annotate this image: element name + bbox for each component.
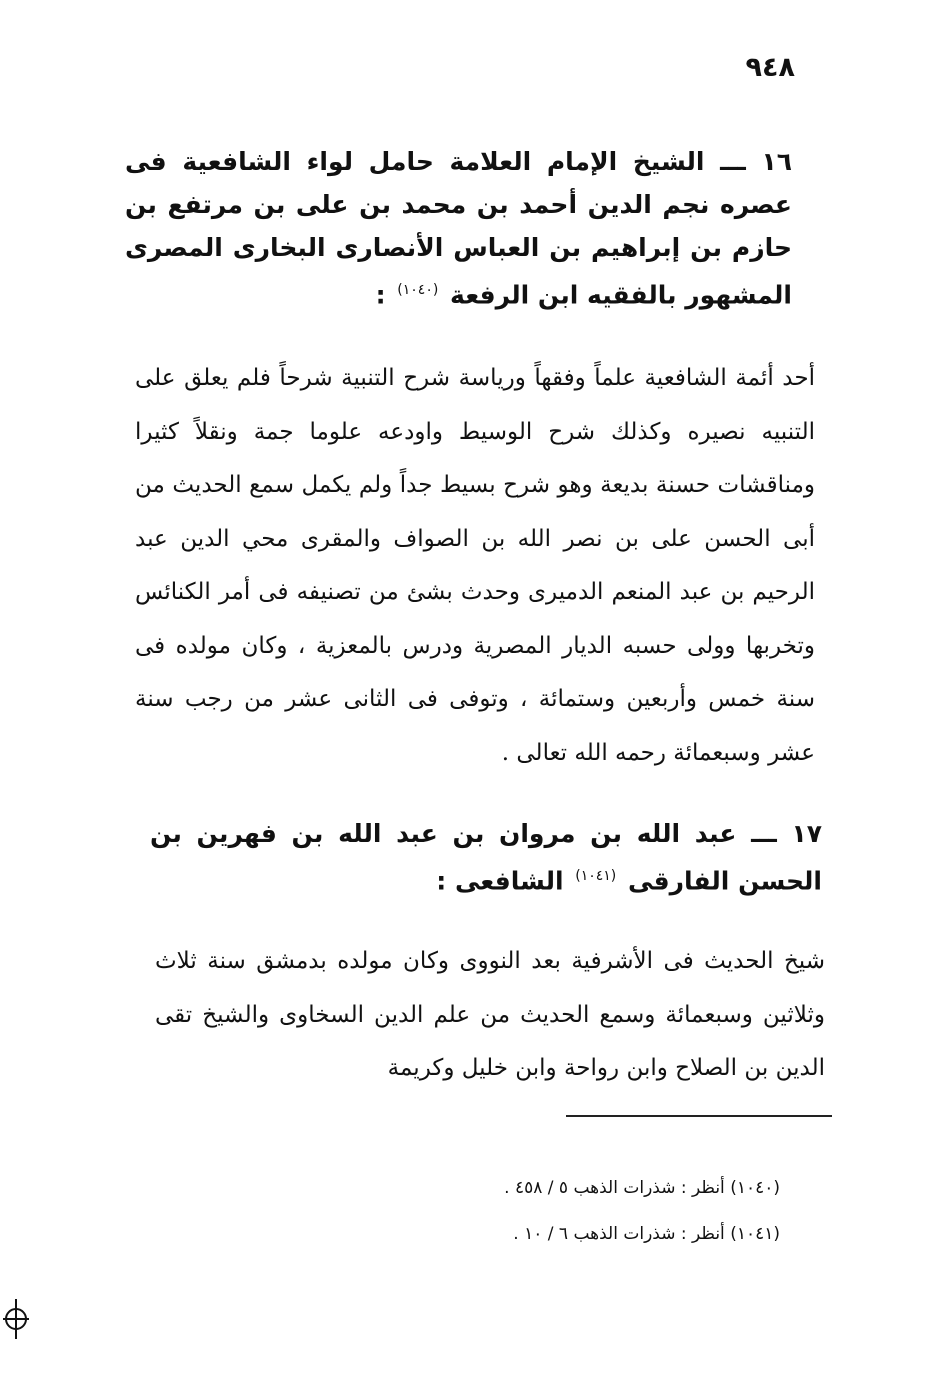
entry-17-heading-end: الشافعى :	[436, 866, 564, 896]
entry-16-heading-text: الشيخ الإمام العلامة حامل لواء الشافعية فى عصره نجم الدين أحمد بن محمد بن على بن مرتفع بن حازم بن إبراهيم بن العباس الأنصارى البخارى المصرى المشهور بالفقيه ابن الرفعة	[125, 147, 792, 310]
page-number: ٩٤٨	[745, 52, 795, 83]
entry-17-dash: ـــ	[751, 819, 777, 848]
entry-17-footnote-ref: (١٠٤١)	[575, 868, 617, 884]
footnote-1041-text: أنظر : شذرات الذهب ٦ / ١٠ .	[513, 1224, 725, 1244]
entry-16-dash: ـــ	[720, 147, 746, 176]
footnote-1041-ref: (١٠٤١)	[730, 1224, 780, 1244]
entry-16-number: ١٦	[761, 147, 792, 176]
footnote-1041	[380, 1222, 780, 1246]
footnote-1040-text: أنظر : شذرات الذهب ٥ / ٤٥٨ .	[504, 1178, 725, 1198]
entry-17-number: ١٧	[791, 819, 822, 848]
entry-16-heading	[125, 140, 792, 316]
entry-16-footnote-ref: (١٠٤٠)	[397, 282, 439, 298]
footnote-1040	[380, 1176, 780, 1200]
entry-16-heading-end: :	[375, 280, 386, 310]
entry-17-heading-text: عبد الله بن مروان بن عبد الله بن فهرين بن الحسن الفارقى	[150, 819, 822, 896]
entry-17-heading	[150, 812, 822, 902]
footnote-1040-ref: (١٠٤٠)	[730, 1178, 780, 1198]
footnote-divider	[566, 1115, 832, 1117]
entry-16-body: أحد أئمة الشافعية علماً وفقهاً ورياسة شرح التنبية شرحاً فلم يعلق على التنبيه نصيره وكذلك شرح الوسيط واودعه علوما جمة ونقلاً كثيرا ومناقشات حسنة بديعة وهو شرح بسيط جداً ولم يكمل سمع الحديث من أبى الحسن على بن نصر الله بن الصواف والمقرى محي الدين عبد الرحيم بن عبد المنعم الدميرى وحدث بشئ من تصنيفه فى أمر الكنائس وتخربها وولى حسبه الديار المصرية ودرس بالمعزية ، وكان مولده فى سنة خمس وأربعين وستمائة ، وتوفى فى الثانى عشر من رجب سنة عشر وسبعمائة رحمه الله تعالى .	[135, 365, 815, 766]
entry-17-body: شيخ الحديث فى الأشرفية بعد النووى وكان مولده بدمشق سنة ثلاث وثلاثين وسبعمائة وسمع الحديث من علم الدين السخاوى والشيخ تقى الدين بن الصلاح وابن رواحة وابن خليل وكريمة	[155, 948, 825, 1081]
registration-crosshair-icon	[2, 1297, 30, 1341]
